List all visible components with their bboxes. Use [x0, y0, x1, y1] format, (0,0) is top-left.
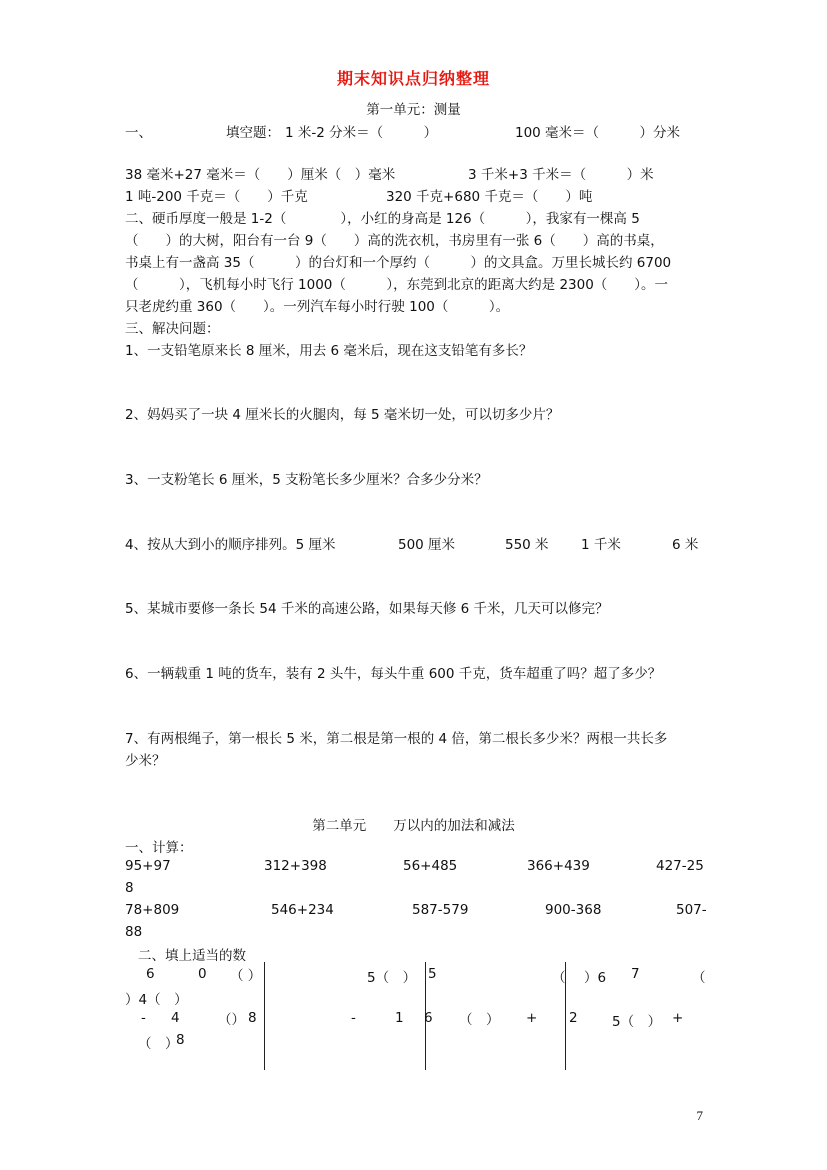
- calc-item: 427-25: [656, 858, 704, 874]
- order-item: 500 厘米: [398, 537, 456, 553]
- calc-item: 900-368: [545, 902, 602, 918]
- puzzle-blank: 5（ ）: [367, 970, 417, 986]
- calc-item: 366+439: [527, 858, 590, 874]
- puzzle-digit: 8: [176, 1032, 185, 1048]
- calc-label: 一、计算：: [125, 840, 193, 856]
- problem-4: 4、按从大到小的顺序排列。5 厘米: [125, 537, 336, 553]
- puzzle-digit: ）6: [584, 970, 607, 986]
- problem-2: 2、妈妈买了一块 4 厘米长的火腿肉，每 5 毫米切一处，可以切多少片？: [125, 407, 560, 423]
- calc-item: 546+234: [271, 902, 334, 918]
- problem-7-cont: 少米？: [125, 753, 166, 769]
- puzzle-digit: 4: [171, 1010, 180, 1026]
- puzzle-blank: 5（ ）: [612, 1014, 662, 1030]
- puzzle-digit: 6: [424, 1010, 433, 1026]
- fill-label-2: 填空题：: [226, 125, 280, 141]
- calc-item: 78+809: [125, 902, 180, 918]
- puzzle-blank: （ ）: [230, 968, 262, 984]
- calc-item: 95+97: [125, 858, 171, 874]
- problem-5: 5、某城市要修一条长 54 千米的高速公路，如果每天修 6 千米，几天可以修完？: [125, 601, 609, 617]
- calc-item: 587-579: [412, 902, 469, 918]
- unit2-heading: 第二单元 万以内的加法和减法: [312, 818, 515, 834]
- puzzle-digit: 1: [395, 1010, 404, 1026]
- puzzle-digit: 2: [569, 1010, 578, 1026]
- problem-1: 1、一支铅笔原来长 8 厘米，用去 6 毫米后，现在这支铅笔有多长？: [125, 343, 533, 359]
- puzzle-blank: （: [692, 970, 706, 986]
- order-item: 1 千米: [581, 537, 621, 553]
- puzzle-blank: （ ）: [459, 1012, 500, 1028]
- fill-item: 38 毫米+27 毫米＝（ ）厘米（ ）毫米: [125, 167, 396, 183]
- order-item: 6 米: [672, 537, 699, 553]
- problem-7: 7、有两根绳子，第一根长 5 米，第二根是第一根的 4 倍，第二根长多少米？两根一共长多: [125, 731, 668, 747]
- calc-item: 507-: [676, 902, 707, 918]
- puzzle-digit: 5: [428, 966, 437, 982]
- fill-digits-label: 二、填上适当的数: [138, 948, 246, 964]
- fill-item: 320 千克+680 千克＝（ ）吨: [386, 189, 593, 205]
- problem-6: 6、一辆载重 1 吨的货车，装有 2 头牛，每头牛重 600 千克，货车超重了吗？超了多少？: [125, 666, 662, 682]
- section2-line: （ ），飞机每小时飞行 1000（ ），东莞到北京的距离大约是 2300（ ）。一: [125, 277, 669, 293]
- fill-item: 1 吨-200 千克＝（ ）千克: [125, 189, 308, 205]
- section2-line: 书桌上有一盏高 35（ ）的台灯和一个厚约（ ）的文具盒。万里长城长约 6700: [125, 255, 672, 271]
- fill-item: 100 毫米＝（ ）分米: [515, 125, 681, 141]
- puzzle-blank: ）4（ ）: [125, 992, 188, 1008]
- section2-line: 只老虎约重 360（ ）。一列汽车每小时行驶 100（ ）。: [125, 299, 510, 315]
- page-number: 7: [696, 1108, 703, 1123]
- puzzle-blank: （ ）: [138, 1036, 179, 1052]
- puzzle-digit: 0: [198, 966, 207, 982]
- section2-line: 二、硬币厚度一般是 1-2（ ），小红的身高是 126（ ），我家有一棵高 5: [125, 211, 640, 227]
- puzzle-operator: +: [672, 1010, 684, 1026]
- calc-item: 312+398: [264, 858, 327, 874]
- puzzle-digit: 8: [248, 1010, 257, 1026]
- puzzle-operator: -: [351, 1010, 356, 1026]
- puzzle-operator: +: [526, 1010, 538, 1026]
- fill-item: 1 米-2 分米＝（ ）: [285, 125, 438, 141]
- section3-label: 三、解决问题：: [125, 321, 220, 337]
- puzzle-digit: 7: [631, 966, 640, 982]
- puzzle-operator: -: [141, 1010, 146, 1026]
- unit1-heading: 第一单元：测量: [366, 102, 461, 118]
- fill-item: 3 千米+3 千米＝（ ）米: [468, 167, 654, 183]
- document-title: 期末知识点归纳整理: [336, 69, 490, 88]
- fill-label: 一、: [125, 125, 152, 141]
- order-item: 550 米: [505, 537, 549, 553]
- divider-line: [264, 962, 265, 1070]
- calc-item: 56+485: [403, 858, 458, 874]
- puzzle-blank: （）: [218, 1012, 245, 1028]
- calc-item-wrap: 8: [125, 880, 134, 896]
- section2-line: （ ）的大树，阳台有一台 9（ ）高的洗衣机，书房里有一张 6（ ）高的书桌，: [125, 233, 664, 249]
- problem-3: 3、一支粉笔长 6 厘米，5 支粉笔长多少厘米？合多少分米？: [125, 472, 488, 488]
- calc-item-wrap: 88: [125, 924, 143, 940]
- puzzle-blank: （: [552, 970, 566, 986]
- puzzle-digit: 6: [146, 966, 155, 982]
